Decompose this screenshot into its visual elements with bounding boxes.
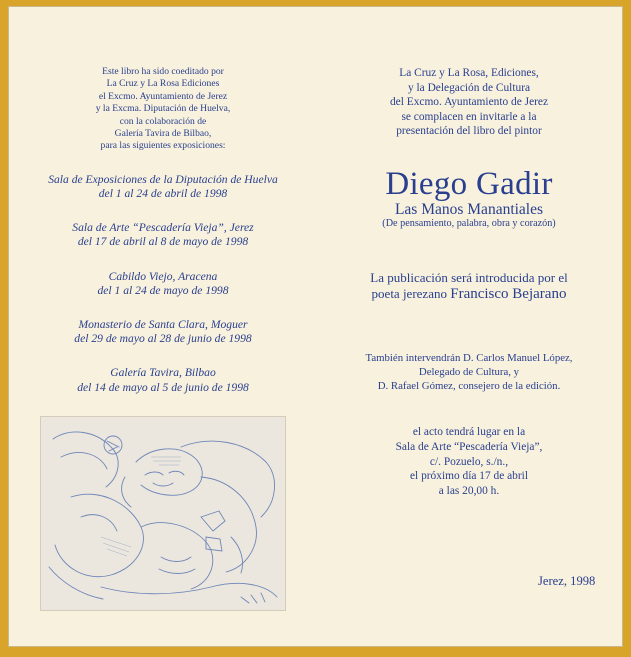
book-title: Las Manos Manantiales — [394, 200, 544, 218]
event-line: c/. Pozuelo, s./n., — [429, 455, 509, 468]
author-name: Diego Gadir — [385, 165, 553, 202]
sketch-drawing — [41, 417, 285, 610]
presenter-name: Francisco Bejarano — [450, 285, 567, 302]
invitation-card — [8, 6, 623, 647]
publication-line: La publicación será introducida por el — [370, 269, 568, 285]
exhibition-venue: Galería Tavira, Bilbao — [110, 366, 216, 380]
exhibition-venue: Sala de Arte “Pescadería Vieja”, Jerez — [72, 221, 254, 235]
left-panel — [28, 66, 298, 395]
invitation-line: presentación del libro del pintor — [396, 125, 542, 138]
intro-line: Galería Tavira de Bilbao, — [114, 128, 212, 140]
publication-note — [324, 270, 614, 302]
exhibition-venue: Cabildo Viejo, Aracena — [108, 269, 218, 283]
exhibition-dates: del 14 de mayo al 5 de junio de 1998 — [77, 380, 249, 394]
exhibition-item — [28, 318, 298, 346]
speakers-note — [324, 352, 614, 393]
speakers-line: D. Rafael Gómez, consejero de la edición. — [377, 379, 561, 392]
event-line: a las 20,00 h. — [438, 484, 500, 497]
invitation-intro — [324, 66, 614, 139]
event-line: el próximo día 17 de abril — [410, 470, 528, 483]
place-date: Jerez, 1998 — [538, 574, 596, 588]
intro-line: para las siguientes exposiciones: — [100, 140, 226, 152]
event-line: el acto tendrá lugar en la — [412, 426, 526, 439]
book-subtitle: (De pensamiento, palabra, obra y corazón) — [382, 217, 556, 229]
exhibition-dates: del 1 al 24 de abril de 1998 — [98, 187, 228, 201]
intro-line: el Excmo. Ayuntamiento de Jerez — [98, 90, 228, 102]
exhibition-venue: Monasterio de Santa Clara, Moguer — [78, 318, 248, 332]
intro-line: Este libro ha sido coeditado por — [102, 66, 224, 77]
publication-line-2 — [324, 286, 614, 302]
publication-prefix: poeta jerezano — [371, 285, 451, 301]
right-panel — [324, 66, 614, 498]
invitation-line: y la Delegación de Cultura — [407, 81, 531, 94]
event-details — [324, 425, 614, 498]
exhibition-item — [28, 221, 298, 249]
speakers-line: También intervendrán D. Carlos Manuel López, — [365, 351, 573, 364]
exhibition-item — [28, 173, 298, 201]
intro-line: La Cruz y La Rosa Ediciones — [106, 78, 220, 90]
exhibition-dates: del 17 de abril al 8 de mayo de 1998 — [77, 235, 249, 249]
sketch-illustration — [40, 416, 286, 611]
invitation-line: La Cruz y La Rosa, Ediciones, — [399, 67, 539, 79]
exhibition-dates: del 1 al 24 de mayo de 1998 — [97, 283, 229, 297]
invitation-line: del Excmo. Ayuntamiento de Jerez — [389, 96, 549, 109]
exhibition-item — [28, 270, 298, 298]
exhibition-dates: del 29 de mayo al 28 de junio de 1998 — [74, 332, 252, 346]
exhibition-item — [28, 366, 298, 394]
invitation-line: se complacen en invitarle a la — [401, 110, 537, 123]
intro-line: con la colaboración de — [119, 115, 207, 127]
event-line: Sala de Arte “Pescadería Vieja”, — [395, 440, 543, 453]
exhibition-venue: Sala de Exposiciones de la Diputación de Huelva — [48, 172, 278, 186]
intro-line: y la Excma. Diputación de Huelva, — [95, 103, 231, 115]
coedition-note — [28, 66, 298, 153]
speakers-line: Delegado de Cultura, y — [418, 365, 520, 378]
